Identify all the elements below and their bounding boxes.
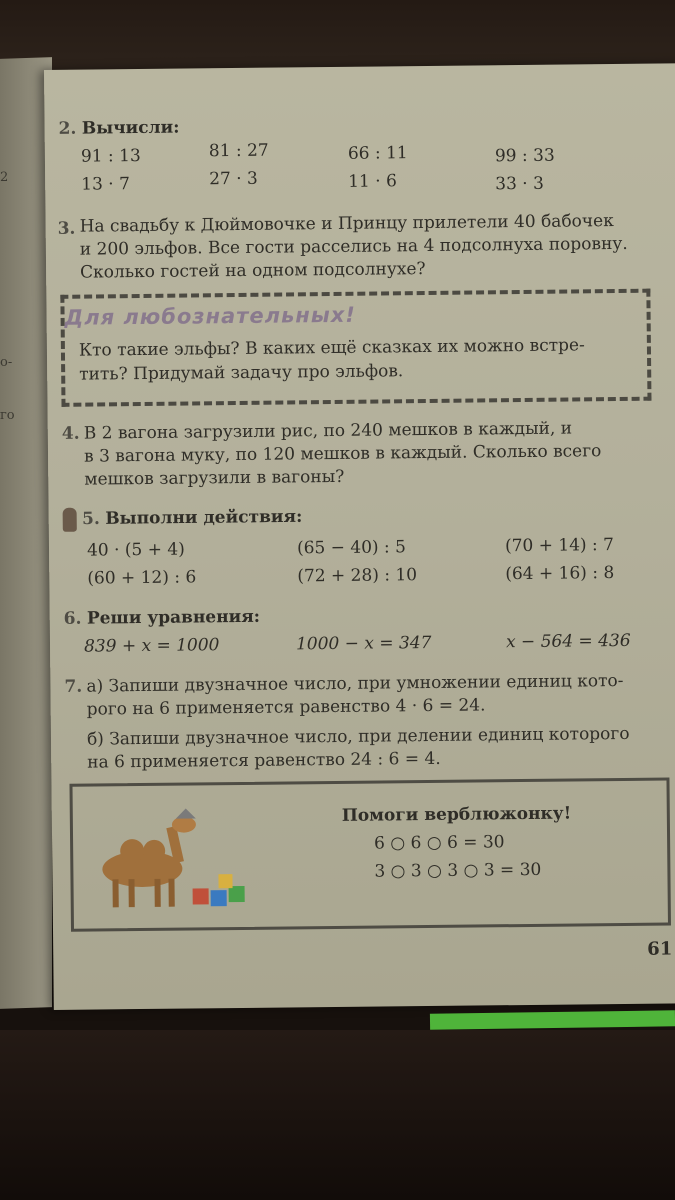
camel-leg (168, 879, 174, 907)
toy-block (218, 874, 232, 888)
task-5-expr: (72 + 28) : 10 (297, 565, 418, 587)
toy-block (193, 888, 209, 904)
task-4-number: 4. (61, 423, 80, 444)
curious-line: тить? Придумай задачу про эльфов. (79, 361, 404, 385)
task-3-number: 3. (57, 218, 76, 239)
camel-hat (176, 808, 196, 818)
task-7a-line: а) Запиши двузначное число, при умножении единиц кото- (86, 670, 624, 697)
camel-box-equation: 6 ○ 6 ○ 6 = 30 (374, 832, 505, 854)
task-2-header: 2. Вычисли: (58, 117, 180, 139)
task-3-line: и 200 эльфов. Все гости расселись на 4 подсолнуха поровну. (79, 233, 628, 260)
task-5-title: Выполни действия: (105, 506, 303, 529)
task-5-expr: (70 + 14) : 7 (504, 535, 615, 557)
task-6-header: 6. Реши уравнения: (63, 606, 261, 629)
task-2-expr: 13 · 7 (81, 174, 130, 195)
camel-head (172, 816, 196, 832)
task-7b-line: б) Запиши двузначное число, при делении единиц которого (86, 723, 630, 750)
task-3-line: На свадьбу к Дюймовочке и Принцу прилетели 40 бабочек (79, 211, 614, 237)
textbook-page (44, 63, 675, 1010)
task-5-header: 5. Выполни действия: (63, 505, 303, 532)
task-2-expr: 27 · 3 (209, 168, 258, 190)
task-5-expr: (65 − 40) : 5 (296, 537, 407, 559)
task-2-title: Вычисли: (81, 117, 180, 139)
task-6-equation: 1000 − x = 347 (295, 632, 432, 655)
left-page-fragment: 2 (0, 170, 9, 185)
task-2-expr: 99 : 33 (494, 145, 555, 167)
left-page-fragment: о- (0, 355, 13, 370)
task-6-title: Реши уравнения: (86, 606, 261, 629)
task-4-line: В 2 вагона загрузили рис, по 240 мешков в каждый, и (83, 418, 573, 444)
task-2-expr: 33 · 3 (495, 173, 544, 195)
task-2-expr: 81 : 27 (208, 140, 269, 162)
curious-line: Кто такие эльфы? В каких ещё сказках их можно встре- (78, 335, 585, 361)
helper-figure-icon (63, 508, 77, 532)
toy-block (211, 890, 227, 906)
task-3-line: Сколько гостей на одном подсолнухе? (80, 259, 426, 283)
background-bottom (0, 1030, 675, 1200)
task-7-number: 7. (64, 676, 83, 697)
curious-title: Для любознательных! (64, 302, 357, 330)
task-2-expr: 11 · 6 (348, 171, 397, 192)
toy-block (229, 886, 245, 902)
task-2-expr: 91 : 13 (80, 145, 141, 167)
task-6-equation: 839 + x = 1000 (83, 635, 220, 657)
task-7b-line: на 6 применяется равенство 24 : 6 = 4. (87, 748, 441, 773)
camel-leg (154, 879, 160, 907)
bookmark-ribbon (430, 1010, 675, 1029)
task-5-expr: 40 · (5 + 4) (86, 539, 185, 561)
camel-leg (128, 879, 134, 907)
task-5-expr: (60 + 12) : 6 (87, 567, 197, 589)
left-page-fragment: го (0, 408, 15, 423)
page-number: 61 (647, 938, 673, 960)
camel-box-equation: 3 ○ 3 ○ 3 ○ 3 = 30 (374, 859, 542, 882)
task-2-expr: 66 : 11 (347, 143, 408, 164)
task-5-expr: (64 + 16) : 8 (505, 563, 615, 585)
camel-box-title: Помоги верблюжонку! (341, 803, 572, 826)
camel-leg (112, 879, 118, 907)
task-4-line: в 3 вагона муку, по 120 мешков в каждый. Сколько всего (83, 441, 602, 467)
task-4-line: мешков загрузили в вагоны? (84, 466, 345, 490)
camel-illustration (72, 806, 263, 918)
left-page-edge (0, 57, 52, 1009)
task-6-equation: x − 564 = 436 (505, 630, 631, 653)
task-7a-line: рого на 6 применяется равенство 4 · 6 = 24. (86, 695, 486, 720)
